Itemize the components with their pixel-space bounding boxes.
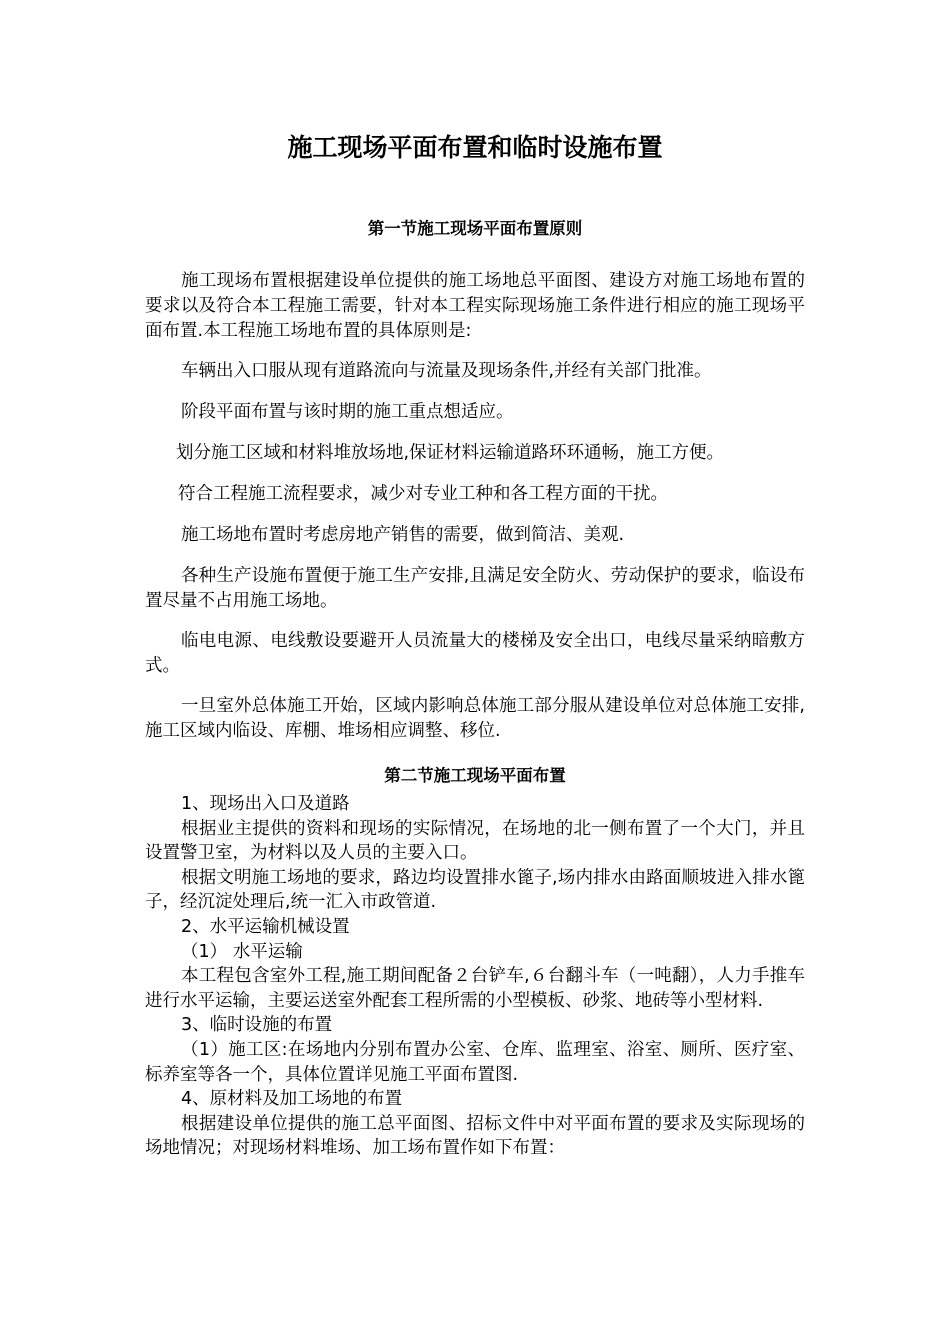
body-paragraph: 本工程包含室外工程,施工期间配备２台铲车,６台翻斗车（一吨翻），人力手推车进行水平运输，主要运送室外配套工程所需的小型模板、砂浆、地砖等小型材料.	[145, 966, 805, 1011]
section-2-heading: 第二节施工现场平面布置	[384, 766, 566, 785]
section-1-heading: 第一节施工现场平面布置原则	[367, 219, 583, 238]
body-paragraph: 根据文明施工场地的要求，路边均设置排水篦子,场内排水由路面顺坡进入排水篦子，经沉淀处理后,统一汇入市政管道.	[145, 867, 805, 913]
principle-item: 一旦室外总体施工开始，区域内影响总体施工部分服从建设单位对总体施工安排,施工区域内临设、库棚、堆场相应调整、移位.	[145, 696, 805, 741]
principle-item: 各种生产设施布置便于施工生产安排,且满足安全防火、劳动保护的要求，临设布置尽量不占用施工场地。	[145, 566, 805, 611]
subheading-horizontal-transport-item: （1） 水平运输	[181, 941, 303, 962]
body-paragraph: （1）施工区:在场地内分别布置办公室、仓库、监理室、浴室、厕所、医疗室、标养室等各一个，具体位置详见施工平面布置图.	[145, 1039, 805, 1085]
body-paragraph: 根据业主提供的资料和现场的实际情况，在场地的北一侧布置了一个大门，并且设置警卫室，为材料以及人员的主要入口。	[145, 818, 805, 864]
principle-item: 车辆出入口服从现有道路流向与流量及现场条件,并经有关部门批准。	[181, 361, 712, 381]
subheading-temporary-facilities: 3、临时设施的布置	[181, 1015, 333, 1036]
principle-item: 划分施工区域和材料堆放场地,保证材料运输道路环环通畅，施工方便。	[176, 443, 725, 463]
subheading-materials-processing: 4、原材料及加工场地的布置	[181, 1089, 403, 1110]
subheading-entrance-roads: 1、现场出入口及道路	[181, 794, 350, 814]
principle-item: 符合工程施工流程要求，减少对专业工种和各工程方面的干扰。	[178, 484, 668, 504]
page-title: 施工现场平面布置和临时设施布置	[287, 133, 663, 162]
principle-item: 施工场地布置时考虑房地产销售的需要，做到简洁、美观.	[181, 525, 625, 545]
principle-item: 阶段平面布置与该时期的施工重点想适应。	[181, 402, 514, 422]
body-paragraph: 根据建设单位提供的施工总平面图、招标文件中对平面布置的要求及实际现场的场地情况；对现场材料堆场、加工场布置作如下布置：	[145, 1113, 805, 1159]
principle-item: 临电电源、电线敷设要避开人员流量大的楼梯及安全出口，电线尽量采纳暗敷方式。	[145, 631, 805, 676]
section-2-body	[145, 792, 805, 1161]
subheading-horizontal-transport: 2、水平运输机械设置	[181, 916, 350, 937]
section-1-intro: 施工现场布置根据建设单位提供的施工场地总平面图、建设方对施工场地布置的要求以及符合本工程施工需要，针对本工程实际现场施工条件进行相应的施工现场平面布置.本工程施工场地布置的具体原则是:	[145, 271, 805, 341]
